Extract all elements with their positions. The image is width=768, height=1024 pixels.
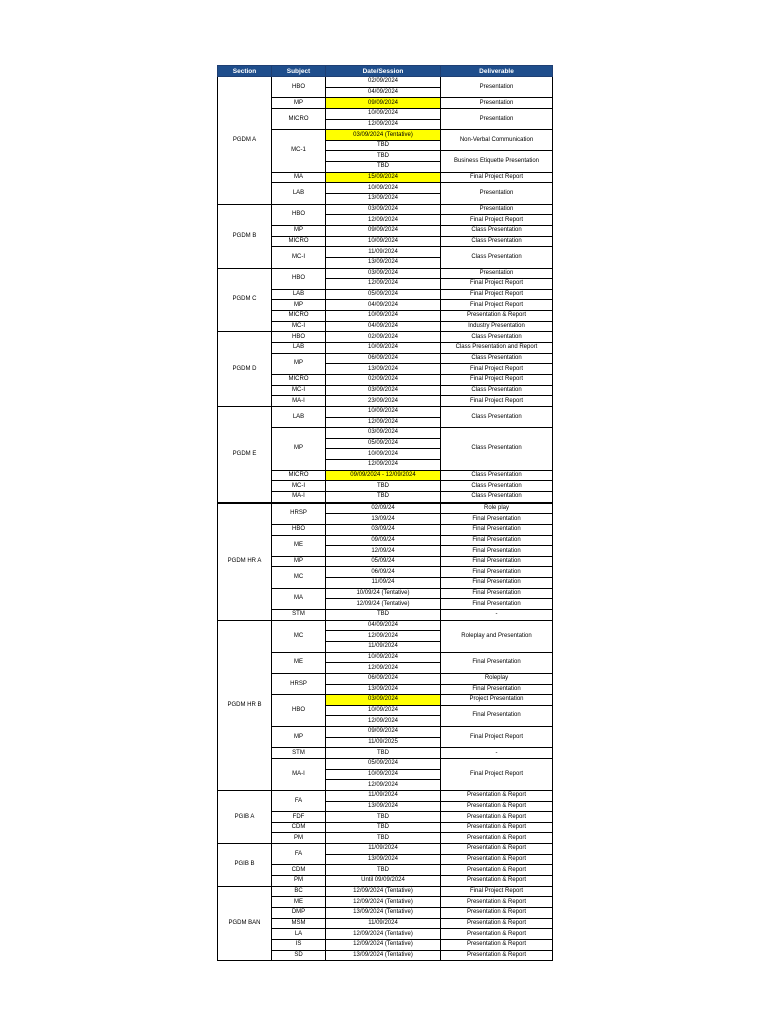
deliverable-cell: Final Presentation (441, 556, 553, 567)
date-cell: 10/09/2024 (326, 236, 441, 247)
subject-cell: ME (272, 897, 326, 908)
date-cell: 06/09/24 (326, 567, 441, 578)
header-date-session: Date/Session (326, 66, 441, 77)
subject-cell: MC (272, 567, 326, 588)
date-cell: 09/09/2024 (326, 727, 441, 738)
subject-cell: MC-1 (272, 130, 326, 173)
date-cell: 10/09/2024 (326, 343, 441, 354)
date-cell: 10/09/2024 (326, 705, 441, 716)
deliverable-cell: Final Presentation (441, 599, 553, 610)
date-cell: 13/09/2024 (Tentative) (326, 950, 441, 961)
section-cell: PGDM HR A (218, 503, 272, 621)
deliverable-cell: Presentation (441, 108, 553, 129)
deliverable-cell: - (441, 748, 553, 759)
subject-cell: BC (272, 886, 326, 897)
date-cell: 13/09/2024 (Tentative) (326, 907, 441, 918)
table-row (218, 844, 553, 855)
header-subject: Subject (272, 66, 326, 77)
subject-cell: MA (272, 172, 326, 183)
subject-cell: CDM (272, 865, 326, 876)
date-cell: TBD (326, 812, 441, 823)
subject-cell: HRSP (272, 673, 326, 694)
date-cell: TBD (326, 610, 441, 621)
deliverable-cell: Presentation & Report (441, 822, 553, 833)
date-cell: 03/09/2024 (Tentative) (326, 130, 441, 141)
date-cell: 09/09/24 (326, 535, 441, 546)
date-cell: 03/09/2024 (326, 204, 441, 215)
table-row (218, 332, 553, 343)
deliverable-cell: Final Presentation (441, 652, 553, 673)
date-cell: TBD (326, 162, 441, 173)
date-cell: 12/09/2024 (Tentative) (326, 897, 441, 908)
deliverable-cell: Class Presentation (441, 385, 553, 396)
deliverable-cell: Industry Presentation (441, 321, 553, 332)
table-row (218, 620, 553, 631)
subject-cell: SD (272, 950, 326, 961)
date-cell: 12/09/2024 (326, 716, 441, 727)
deliverable-cell: Presentation & Report (441, 844, 553, 855)
subject-cell: LAB (272, 343, 326, 354)
subject-cell: HBO (272, 77, 326, 98)
date-cell: 12/09/2024 (326, 215, 441, 226)
date-cell: 12/09/2024 (326, 663, 441, 674)
subject-cell: FA (272, 844, 326, 865)
deliverable-cell: Presentation & Report (441, 311, 553, 322)
subject-cell: FA (272, 790, 326, 811)
date-cell: TBD (326, 481, 441, 492)
date-cell: 02/09/2024 (326, 77, 441, 88)
date-cell: 12/09/2024 (Tentative) (326, 929, 441, 940)
deliverable-cell: Presentation & Report (441, 907, 553, 918)
deliverable-cell: Final Project Report (441, 172, 553, 183)
date-cell: 10/09/24 (Tentative) (326, 588, 441, 599)
date-cell: 04/09/2024 (326, 87, 441, 98)
subject-cell: PM (272, 876, 326, 887)
deliverable-cell: Final Presentation (441, 535, 553, 546)
date-cell: 06/09/2024 (326, 353, 441, 364)
table-row (218, 77, 553, 88)
date-cell: 12/09/2024 (Tentative) (326, 886, 441, 897)
date-cell: TBD (326, 865, 441, 876)
deliverable-cell: Final Project Report (441, 886, 553, 897)
date-cell: TBD (326, 151, 441, 162)
deliverable-cell: Presentation & Report (441, 918, 553, 929)
section-cell: PGDM HR B (218, 620, 272, 790)
subject-cell: IS (272, 939, 326, 950)
date-cell: 10/09/2024 (326, 769, 441, 780)
deliverable-cell: Presentation (441, 204, 553, 215)
deliverable-cell: Final Presentation (441, 546, 553, 557)
deliverable-cell: Class Presentation (441, 406, 553, 427)
subject-cell: MSM (272, 918, 326, 929)
subject-cell: PM (272, 833, 326, 844)
subject-cell: ME (272, 652, 326, 673)
subject-cell: HBO (272, 204, 326, 225)
subject-cell: STM (272, 748, 326, 759)
subject-cell: LAB (272, 289, 326, 300)
deliverable-cell: Presentation & Report (441, 929, 553, 940)
deliverable-cell: Final Project Report (441, 300, 553, 311)
subject-cell: DMP (272, 907, 326, 918)
deliverable-cell: Presentation & Report (441, 854, 553, 865)
date-cell: 12/09/24 (326, 546, 441, 557)
subject-cell: HBO (272, 268, 326, 289)
subject-cell: MICRO (272, 311, 326, 322)
date-cell: 10/09/2024 (326, 652, 441, 663)
deliverable-cell: Final Project Report (441, 215, 553, 226)
deliverable-cell: Class Presentation (441, 470, 553, 481)
date-cell: 13/09/24 (326, 514, 441, 525)
deliverable-cell: Presentation & Report (441, 833, 553, 844)
section-cell: PGDM E (218, 406, 272, 502)
deliverable-cell: Presentation & Report (441, 876, 553, 887)
deliverable-cell: Roleplay (441, 673, 553, 684)
deliverable-cell: Final Presentation (441, 514, 553, 525)
date-cell: 12/09/2024 (326, 460, 441, 471)
date-cell: 03/09/2024 (326, 385, 441, 396)
date-cell: 13/09/2024 (326, 684, 441, 695)
date-cell: 13/09/2024 (326, 854, 441, 865)
date-cell: 10/09/2024 (326, 183, 441, 194)
subject-cell: FDF (272, 812, 326, 823)
date-cell: 12/09/2024 (326, 279, 441, 290)
subject-cell: MA (272, 588, 326, 609)
date-cell: 23/09/2024 (326, 396, 441, 407)
deliverable-cell: Class Presentation (441, 428, 553, 471)
deliverable-cell: Final Presentation (441, 524, 553, 535)
subject-cell: HBO (272, 524, 326, 535)
date-cell: 02/09/2024 (326, 374, 441, 385)
date-cell: 13/09/2024 (326, 257, 441, 268)
section-cell: PGIB B (218, 844, 272, 887)
subject-cell: HBO (272, 695, 326, 727)
deliverable-cell: Final Project Report (441, 759, 553, 791)
section-cell: PGDM D (218, 332, 272, 406)
date-cell: 13/09/2024 (326, 364, 441, 375)
date-cell: 04/09/2024 (326, 300, 441, 311)
deliverable-cell: Class Presentation (441, 247, 553, 268)
date-cell: TBD (326, 140, 441, 151)
date-cell: 06/09/2024 (326, 673, 441, 684)
deliverable-cell: Presentation & Report (441, 812, 553, 823)
deliverable-cell: Class Presentation and Report (441, 343, 553, 354)
subject-cell: MC-I (272, 321, 326, 332)
subject-cell: MICRO (272, 470, 326, 481)
date-cell: TBD (326, 822, 441, 833)
date-cell: 10/09/2024 (326, 406, 441, 417)
date-cell: 03/09/2024 (326, 268, 441, 279)
subject-cell: LA (272, 929, 326, 940)
date-cell: 04/09/2024 (326, 321, 441, 332)
subject-cell: ME (272, 535, 326, 556)
date-cell: TBD (326, 748, 441, 759)
deliverable-cell: Presentation & Report (441, 950, 553, 961)
deliverable-cell: Class Presentation (441, 481, 553, 492)
deliverable-cell: Roleplay and Presentation (441, 620, 553, 652)
date-cell: 10/09/2024 (326, 449, 441, 460)
table-row (218, 790, 553, 801)
deliverable-cell: Non-Verbal Communication (441, 130, 553, 151)
date-cell: 09/09/2024 - 12/09/2024 (326, 470, 441, 481)
date-cell: 11/09/2025 (326, 737, 441, 748)
date-cell: 09/09/2024 (326, 225, 441, 236)
table-row (218, 268, 553, 279)
deliverable-cell: Presentation (441, 77, 553, 98)
date-cell: 11/09/2024 (326, 247, 441, 258)
section-cell: PGDM A (218, 77, 272, 205)
subject-cell: MA-I (272, 396, 326, 407)
subject-cell: MP (272, 225, 326, 236)
deliverable-cell: Presentation (441, 268, 553, 279)
deliverable-cell: Final Project Report (441, 289, 553, 300)
date-cell: 11/09/2024 (326, 641, 441, 652)
deliverable-cell: Presentation (441, 98, 553, 109)
deliverable-cell: Class Presentation (441, 491, 553, 502)
subject-cell: MP (272, 98, 326, 109)
deliverable-cell: Final Presentation (441, 567, 553, 578)
subject-cell: HRSP (272, 503, 326, 525)
date-cell: 13/09/2024 (326, 194, 441, 205)
date-cell: 02/09/24 (326, 503, 441, 514)
deliverable-cell: Presentation & Report (441, 939, 553, 950)
date-cell: 05/09/2024 (326, 759, 441, 770)
deliverable-cell: Final Project Report (441, 279, 553, 290)
date-cell: 09/09/2024 (326, 98, 441, 109)
header-section: Section (218, 66, 272, 77)
date-cell: 11/09/2024 (326, 918, 441, 929)
subject-cell: MA-I (272, 491, 326, 502)
table-row (218, 406, 553, 417)
section-cell: PGDM BAN (218, 886, 272, 960)
deliverable-cell: Final Presentation (441, 588, 553, 599)
deliverable-cell: Presentation & Report (441, 897, 553, 908)
subject-cell: MICRO (272, 236, 326, 247)
deliverable-cell: Class Presentation (441, 353, 553, 364)
section-cell: PGIB A (218, 790, 272, 843)
date-cell: 10/09/2024 (326, 108, 441, 119)
subject-cell: MC-I (272, 385, 326, 396)
date-cell: TBD (326, 833, 441, 844)
deliverable-cell: Project Presentation (441, 695, 553, 706)
date-cell: 02/09/2024 (326, 332, 441, 343)
date-cell: 03/09/2024 (326, 695, 441, 706)
header-deliverable: Deliverable (441, 66, 553, 77)
deliverable-cell: Role play (441, 503, 553, 514)
deliverable-cell: Class Presentation (441, 225, 553, 236)
subject-cell: LAB (272, 406, 326, 427)
deliverable-cell: Presentation & Report (441, 790, 553, 801)
subject-cell: MP (272, 428, 326, 471)
subject-cell: LAB (272, 183, 326, 204)
schedule-table (217, 65, 553, 961)
deliverable-cell: Final Presentation (441, 705, 553, 726)
date-cell: 03/09/24 (326, 524, 441, 535)
deliverable-cell: Final Project Report (441, 374, 553, 385)
date-cell: 13/09/2024 (326, 801, 441, 812)
subject-cell: MP (272, 556, 326, 567)
deliverable-cell: Final Project Report (441, 396, 553, 407)
table-row (218, 503, 553, 514)
subject-cell: MP (272, 300, 326, 311)
deliverable-cell: Final Project Report (441, 364, 553, 375)
subject-cell: MICRO (272, 108, 326, 129)
date-cell: 05/09/2024 (326, 438, 441, 449)
date-cell: 12/09/2024 (326, 119, 441, 130)
subject-cell: MC (272, 620, 326, 652)
deliverable-cell: Final Presentation (441, 684, 553, 695)
subject-cell: MP (272, 727, 326, 748)
subject-cell: MC-I (272, 481, 326, 492)
table-row (218, 886, 553, 897)
date-cell: 04/09/2024 (326, 620, 441, 631)
date-cell: 12/09/2024 (326, 417, 441, 428)
subject-cell: MP (272, 353, 326, 374)
schedule-body (218, 77, 553, 961)
deliverable-cell: - (441, 610, 553, 621)
table-row (218, 204, 553, 215)
deliverable-cell: Presentation (441, 183, 553, 204)
table-header-row (218, 66, 553, 77)
date-cell: 12/09/2024 (326, 631, 441, 642)
date-cell: 11/09/24 (326, 578, 441, 589)
date-cell: 05/09/2024 (326, 289, 441, 300)
deliverable-cell: Final Project Report (441, 727, 553, 748)
section-cell: PGDM B (218, 204, 272, 268)
deliverable-cell: Business Etiquette Presentation (441, 151, 553, 172)
subject-cell: MC-I (272, 247, 326, 268)
subject-cell: MA-I (272, 759, 326, 791)
date-cell: 15/09/2024 (326, 172, 441, 183)
subject-cell: MICRO (272, 374, 326, 385)
subject-cell: STM (272, 610, 326, 621)
deliverable-cell: Final Presentation (441, 578, 553, 589)
section-cell: PGDM C (218, 268, 272, 332)
deliverable-cell: Presentation & Report (441, 801, 553, 812)
date-cell: TBD (326, 491, 441, 502)
deliverable-cell: Class Presentation (441, 236, 553, 247)
subject-cell: CDM (272, 822, 326, 833)
date-cell: 10/09/2024 (326, 311, 441, 322)
deliverable-cell: Class Presentation (441, 332, 553, 343)
date-cell: 12/09/2024 (Tentative) (326, 939, 441, 950)
date-cell: 03/09/2024 (326, 428, 441, 439)
subject-cell: HBO (272, 332, 326, 343)
deliverable-cell: Presentation & Report (441, 865, 553, 876)
date-cell: Until 09/09/2024 (326, 876, 441, 887)
date-cell: 05/09/24 (326, 556, 441, 567)
date-cell: 12/09/24 (Tentative) (326, 599, 441, 610)
date-cell: 12/09/2024 (326, 780, 441, 791)
date-cell: 11/09/2024 (326, 790, 441, 801)
date-cell: 11/09/2024 (326, 844, 441, 855)
